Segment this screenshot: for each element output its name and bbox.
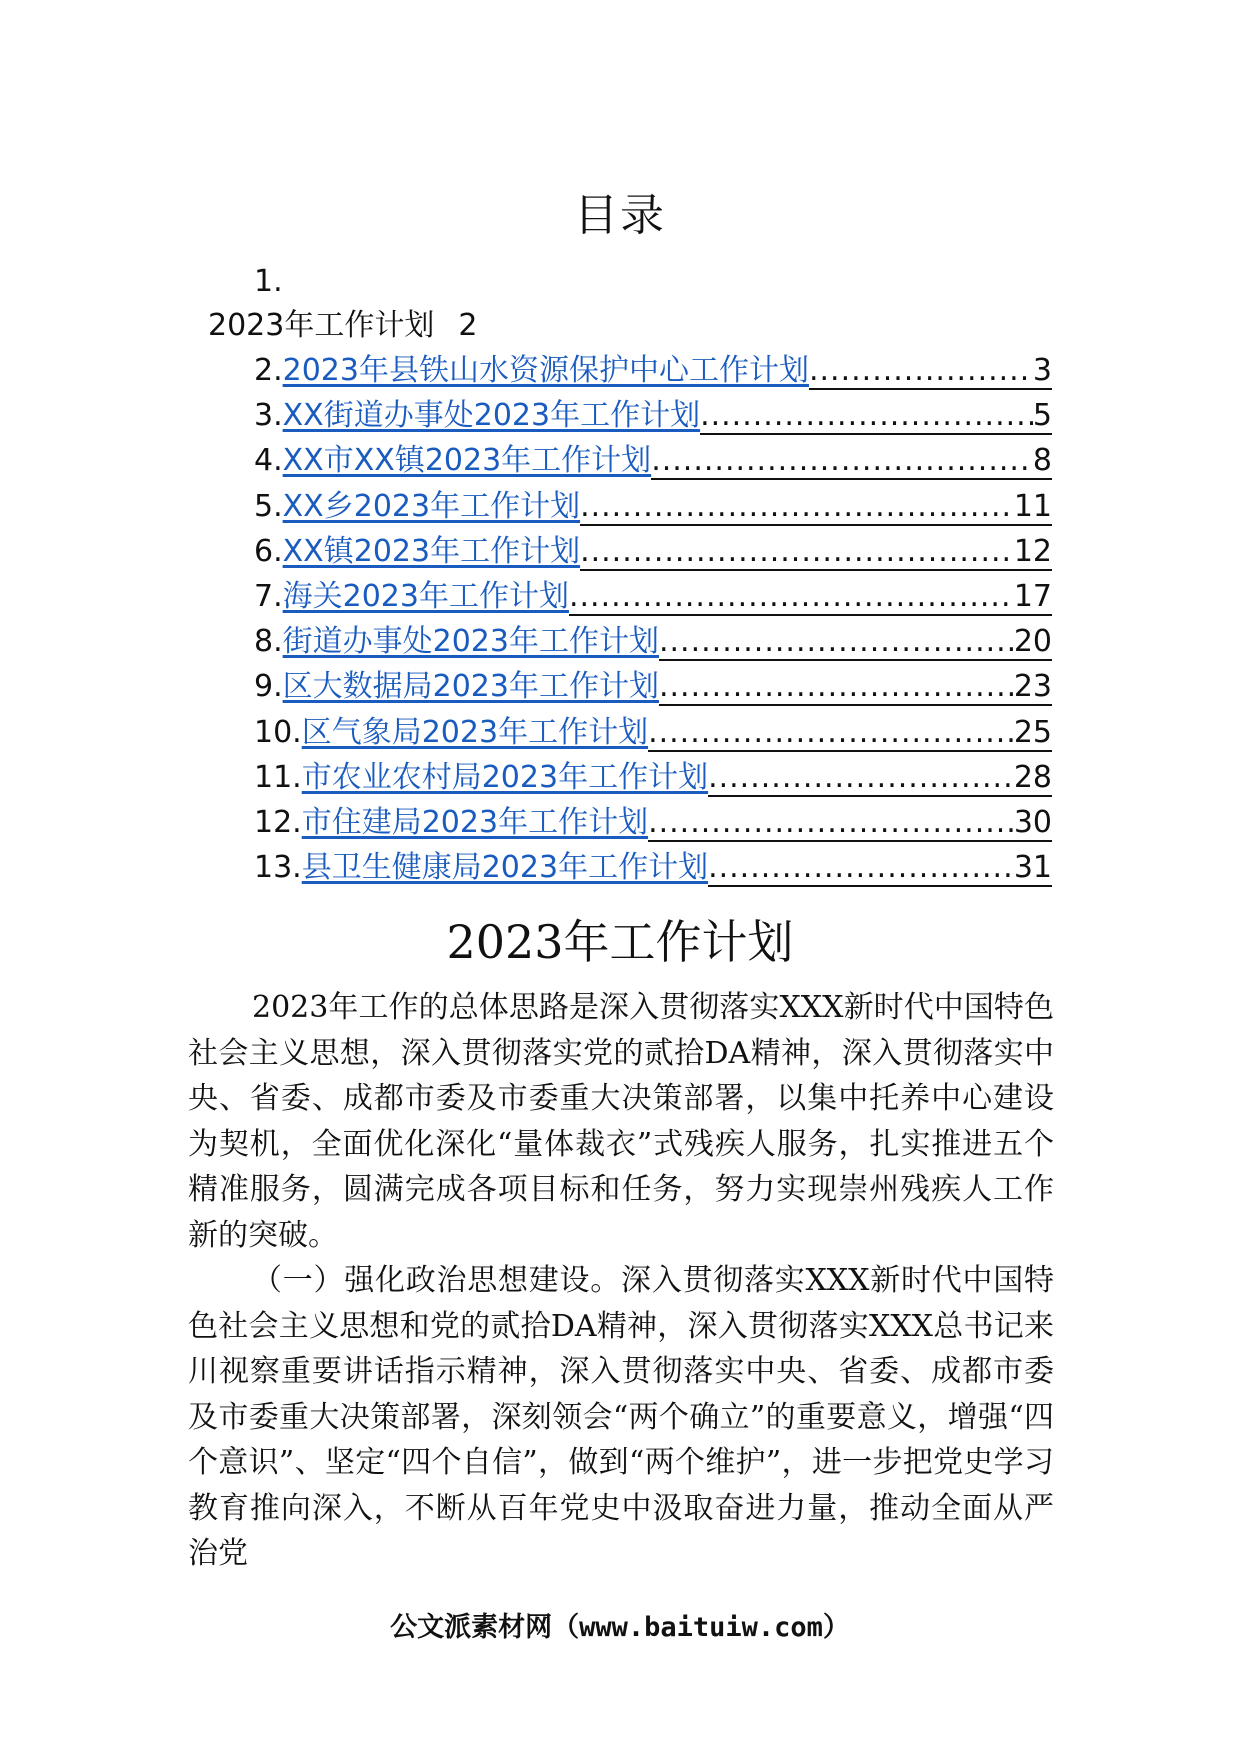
- toc-entry-link[interactable]: 区大数据局2023年工作计划: [282, 669, 659, 705]
- toc-entry-link[interactable]: 市农业农村局2023年工作计划: [301, 759, 709, 795]
- toc-entry-number: 9.: [254, 669, 283, 705]
- toc-entry-link[interactable]: 县卫生健康局2023年工作计划: [301, 850, 709, 886]
- toc-entry: [254, 487, 1052, 532]
- toc-entry-number: 3.: [254, 398, 283, 434]
- body-paragraph-2: （一）强化政治思想建设。深入贯彻落实XXX新时代中国特色社会主义思想和党的贰拾DA精神，深入贯彻落实XXX总书记来川视察重要讲话指示精神，深入贯彻落实中央、省委、成都市委及市委重大决策部署，深刻领会“两个确立”的重要意义，增强“四个意识”、坚定“四个自信”，做到“两个维护”，进一步把党史学习教育推向深入，不断从百年党史中汲取奋进力量，推动全面从严治党: [188, 1263, 1054, 1571]
- toc-dot-leader: [569, 580, 1014, 616]
- toc-entry-1-page: 2: [458, 308, 478, 343]
- toc-entry-page: 12: [1013, 533, 1052, 569]
- toc-title: 目录: [574, 190, 666, 241]
- toc-entry-link[interactable]: XX街道办事处2023年工作计划: [282, 398, 701, 434]
- toc-entry-1[interactable]: [208, 306, 477, 346]
- toc-dot-leader: [648, 806, 1014, 842]
- toc-entry-page: 8: [1032, 443, 1052, 479]
- toc-dot-leader: [651, 444, 1033, 480]
- toc-list: [254, 351, 1052, 893]
- toc-entry-link[interactable]: 2023年县铁山水资源保护中心工作计划: [282, 353, 809, 388]
- toc-entry: [254, 532, 1052, 577]
- toc-entry-number: 12.: [254, 804, 302, 840]
- toc-entry-page: 17: [1013, 578, 1052, 614]
- footer-url[interactable]: www.baituiw.com: [579, 1612, 823, 1643]
- body-paragraph-1: 2023年工作的总体思路是深入贯彻落实XXX新时代中国特色社会主义思想，深入贯彻落实党的贰拾DA精神，深入贯彻落实中央、省委、成都市委及市委重大决策部署，以集中托养中心建设为契机，全面优化深化“量体裁衣”式残疾人服务，扎实推进五个精准服务，圆满完成各项目标和任务，努力实现崇州残疾人工作新的突破。: [188, 990, 1054, 1253]
- toc-dot-leader: [580, 535, 1014, 571]
- toc-entry-number: 13.: [254, 850, 302, 886]
- toc-entry-number: 10.: [254, 714, 302, 750]
- toc-entry-link[interactable]: XX市XX镇2023年工作计划: [282, 443, 652, 479]
- footer-watermark: [0, 1608, 1240, 1648]
- toc-entry: [254, 713, 1052, 758]
- toc-entry-page: 5: [1032, 398, 1052, 434]
- toc-entry-page: 31: [1013, 850, 1052, 886]
- toc-entry-number: 6.: [254, 533, 283, 569]
- toc-entry-link[interactable]: 街道办事处2023年工作计划: [282, 624, 659, 660]
- toc-dot-leader: [580, 490, 1014, 526]
- toc-dot-leader: [659, 670, 1014, 706]
- toc-entry-number: 11.: [254, 759, 302, 795]
- toc-entry: [254, 622, 1052, 667]
- toc-dot-leader: [708, 761, 1014, 797]
- toc-dot-leader: [708, 851, 1014, 887]
- document-body: [188, 985, 1054, 1577]
- toc-entry-page: 28: [1013, 759, 1052, 795]
- toc-entry: [254, 351, 1052, 396]
- toc-entry-link[interactable]: XX乡2023年工作计划: [282, 488, 581, 524]
- toc-entry: [254, 441, 1052, 486]
- toc-entry-page: 20: [1013, 624, 1052, 660]
- toc-dot-leader: [659, 625, 1014, 661]
- toc-entry-page: 11: [1013, 488, 1052, 524]
- toc-entry-page: 30: [1013, 804, 1052, 840]
- toc-entry-number: 7.: [254, 578, 283, 614]
- toc-entry: [254, 577, 1052, 622]
- toc-dot-leader: [648, 716, 1014, 752]
- toc-entry-page: 25: [1013, 714, 1052, 750]
- toc-entry-page: 3: [1032, 353, 1052, 388]
- toc-entry: [254, 758, 1052, 803]
- toc-entry: [254, 667, 1052, 712]
- toc-entry: [254, 396, 1052, 441]
- toc-entry-link[interactable]: 区气象局2023年工作计划: [301, 714, 649, 750]
- toc-entry-1-text: 2023年工作计划: [208, 308, 435, 343]
- toc-dot-leader: [809, 354, 1033, 390]
- toc-entry: [254, 803, 1052, 848]
- toc-entry-link[interactable]: 市住建局2023年工作计划: [301, 804, 649, 840]
- toc-entry-link[interactable]: 海关2023年工作计划: [282, 578, 569, 614]
- toc-entry-number: 2.: [254, 353, 283, 388]
- toc-entry-number: 4.: [254, 443, 283, 479]
- toc-entry-link[interactable]: XX镇2023年工作计划: [282, 533, 581, 569]
- toc-entry-page: 23: [1013, 669, 1052, 705]
- toc-entry-1-number: 1.: [254, 264, 283, 299]
- toc-entry: [254, 848, 1052, 893]
- footer-close-paren: ）: [822, 1612, 850, 1643]
- toc-dot-leader: [700, 399, 1033, 435]
- toc-entry-number: 5.: [254, 488, 283, 524]
- toc-entry-number: 8.: [254, 624, 283, 660]
- footer-site-name: 公文派素材网（: [390, 1612, 580, 1643]
- document-title: 2023年工作计划: [446, 915, 794, 969]
